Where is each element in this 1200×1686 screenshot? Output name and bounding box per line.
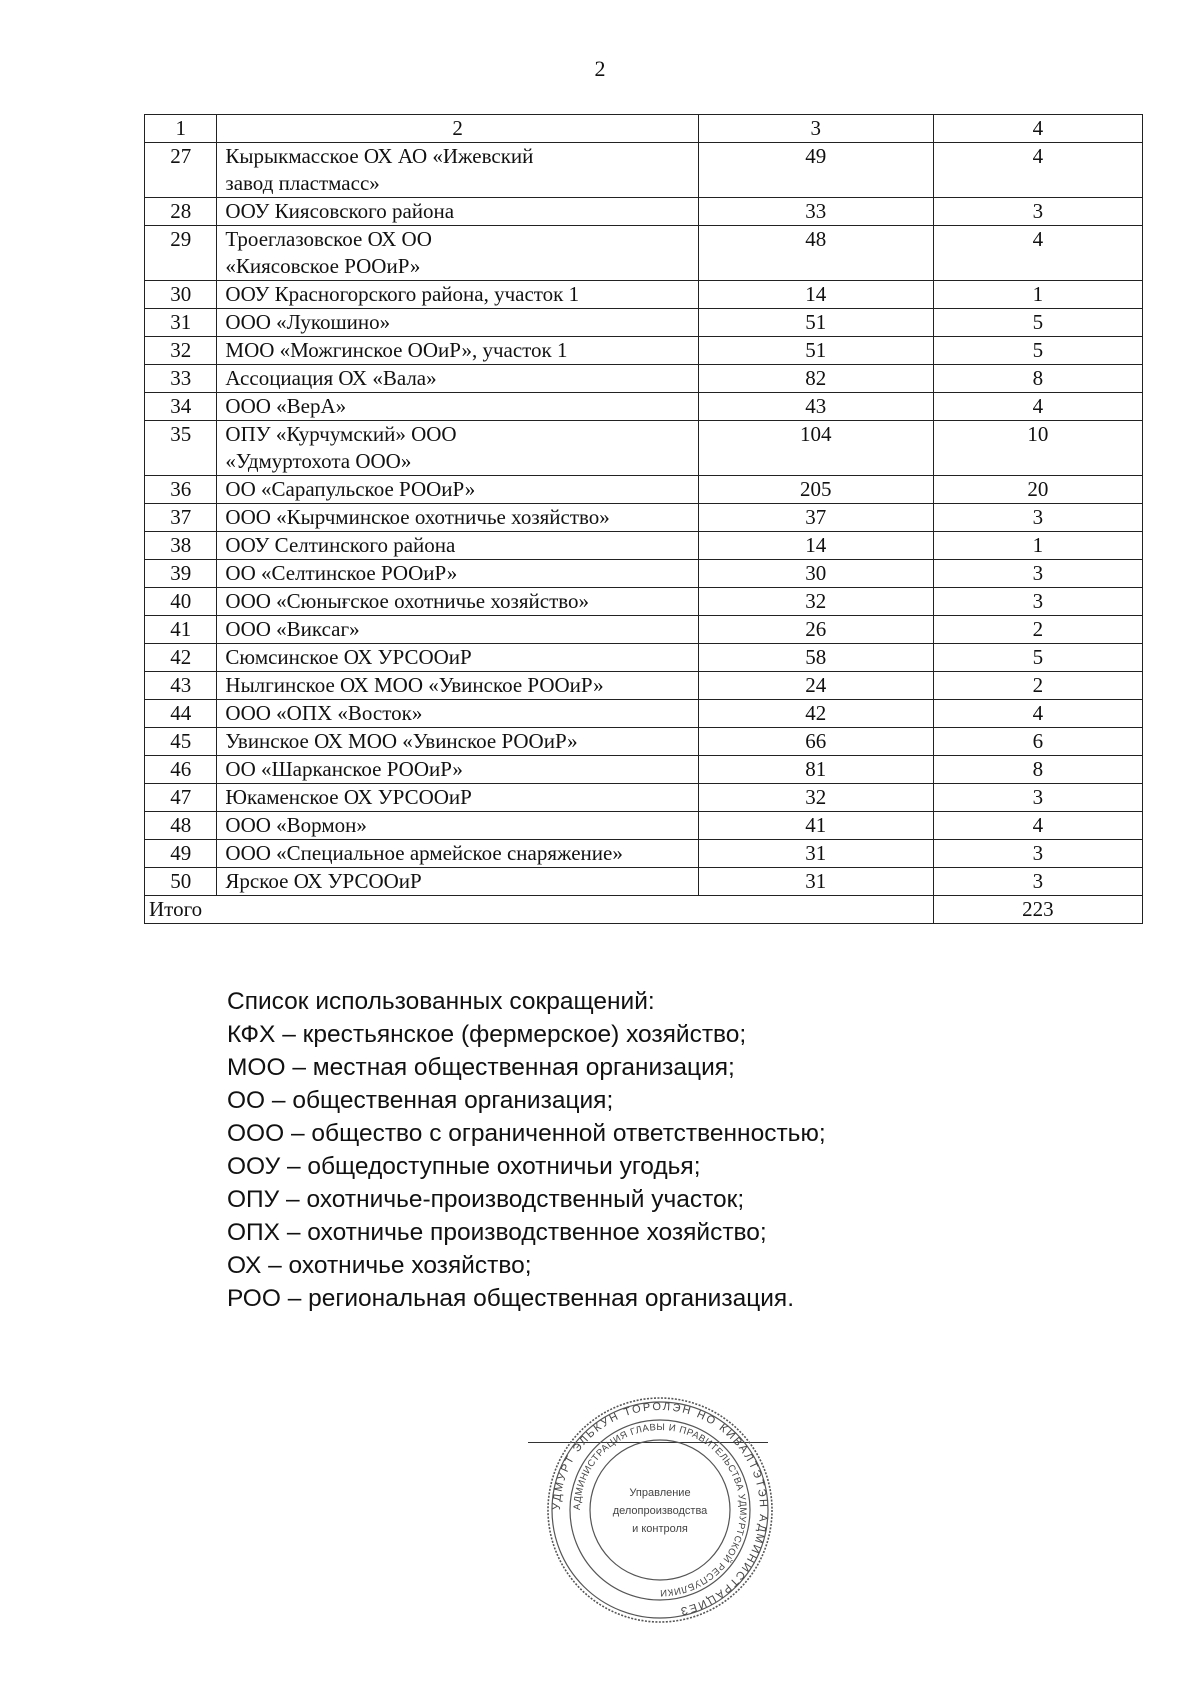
table-row (145, 840, 1143, 868)
column-3-value-cell: 66 (698, 728, 933, 756)
organization-name-line: ООО «Специальное армейское снаряжение» (225, 841, 623, 865)
table-row (145, 532, 1143, 560)
column-3-value-cell: 30 (698, 560, 933, 588)
column-3-value-cell: 81 (698, 756, 933, 784)
organization-name-line: ОО «Шарканское РООиР» (225, 757, 463, 781)
table-row (145, 868, 1143, 896)
organization-name-line: «Удмуртохота ООО» (225, 449, 412, 473)
column-3-value-cell: 37 (698, 504, 933, 532)
table-row (145, 365, 1143, 393)
abbreviation-item: ОПУ – охотничье-производственный участок; (227, 1186, 745, 1213)
table-row (145, 421, 1143, 476)
abbreviation-item: МОО – местная общественная организация; (227, 1054, 735, 1081)
column-4-value-cell: 4 (933, 226, 1142, 281)
organization-name-line: Ассоциация ОХ «Вала» (225, 366, 437, 390)
header-cell-3: 3 (698, 115, 933, 143)
organization-name-line: ООО «ОПХ «Восток» (225, 701, 423, 725)
column-4-value-cell: 3 (933, 588, 1142, 616)
allocation-table (144, 114, 1143, 924)
abbreviation-item: КФХ – крестьянское (фермерское) хозяйство; (227, 1021, 747, 1048)
table-row (145, 588, 1143, 616)
column-4-value-cell: 5 (933, 644, 1142, 672)
column-3-value-cell: 24 (698, 672, 933, 700)
organization-name-line: Нылгинское ОХ МОО «Увинское РООиР» (225, 673, 604, 697)
organization-name-cell (217, 143, 698, 198)
row-number-cell: 48 (145, 812, 217, 840)
seal-center-line: делопроизводства (612, 1505, 708, 1517)
organization-name-cell (217, 784, 698, 812)
column-4-value-cell: 3 (933, 198, 1142, 226)
seal-center-line: Управление (629, 1487, 691, 1499)
column-3-value-cell: 58 (698, 644, 933, 672)
column-3-value-cell: 41 (698, 812, 933, 840)
column-4-value-cell: 6 (933, 728, 1142, 756)
column-3-value-cell: 14 (698, 532, 933, 560)
row-number-cell: 43 (145, 672, 217, 700)
total-label-cell: Итого (145, 896, 934, 924)
row-number-cell: 32 (145, 337, 217, 365)
column-4-value-cell: 2 (933, 672, 1142, 700)
table-row (145, 672, 1143, 700)
abbreviations-list (227, 985, 826, 1315)
column-3-value-cell: 51 (698, 309, 933, 337)
row-number-cell: 49 (145, 840, 217, 868)
organization-name-line: ООО «Виксаг» (225, 617, 360, 641)
table-row (145, 756, 1143, 784)
row-number-cell: 41 (145, 616, 217, 644)
row-number-cell: 50 (145, 868, 217, 896)
column-3-value-cell: 33 (698, 198, 933, 226)
column-4-value-cell: 3 (933, 560, 1142, 588)
column-4-value-cell: 3 (933, 840, 1142, 868)
table-row (145, 226, 1143, 281)
table-row (145, 784, 1143, 812)
header-cell-1: 1 (145, 115, 217, 143)
organization-name-cell (217, 365, 698, 393)
column-4-value-cell: 4 (933, 393, 1142, 421)
organization-name-line: ОПУ «Курчумский» ООО (225, 422, 457, 446)
organization-name-cell (217, 868, 698, 896)
row-number-cell: 39 (145, 560, 217, 588)
row-number-cell: 30 (145, 281, 217, 309)
abbreviation-item: ОПХ – охотничье производственное хозяйство; (227, 1219, 767, 1246)
seal-inner-text: АДМИНИСТРАЦИЯ ГЛАВЫ И ПРАВИТЕЛЬСТВА УДМУРТСКОЙ РЕСПУБЛИКИ (571, 1421, 749, 1599)
column-3-value-cell: 42 (698, 700, 933, 728)
column-3-value-cell: 31 (698, 868, 933, 896)
row-number-cell: 37 (145, 504, 217, 532)
column-4-value-cell: 1 (933, 532, 1142, 560)
column-4-value-cell: 3 (933, 504, 1142, 532)
row-number-cell: 28 (145, 198, 217, 226)
column-3-value-cell: 51 (698, 337, 933, 365)
organization-name-line: Троеглазовское ОХ ОО (225, 227, 432, 251)
row-number-cell: 29 (145, 226, 217, 281)
organization-name-cell (217, 616, 698, 644)
header-cell-4: 4 (933, 115, 1142, 143)
table-row (145, 337, 1143, 365)
organization-name-cell (217, 532, 698, 560)
organization-name-line: ООО «ВерА» (225, 394, 347, 418)
row-number-cell: 46 (145, 756, 217, 784)
column-4-value-cell: 5 (933, 309, 1142, 337)
table-header-row (145, 115, 1143, 143)
organization-name-cell (217, 840, 698, 868)
column-3-value-cell: 43 (698, 393, 933, 421)
column-3-value-cell: 104 (698, 421, 933, 476)
organization-name-line: ООО «Сюнығское охотничье хозяйство» (225, 589, 590, 613)
row-number-cell: 27 (145, 143, 217, 198)
column-3-value-cell: 49 (698, 143, 933, 198)
organization-name-cell (217, 421, 698, 476)
organization-name-cell (217, 504, 698, 532)
organization-name-cell (217, 337, 698, 365)
table-row (145, 309, 1143, 337)
column-3-value-cell: 32 (698, 784, 933, 812)
table-row (145, 393, 1143, 421)
column-4-value-cell: 3 (933, 784, 1142, 812)
column-4-value-cell: 20 (933, 476, 1142, 504)
table-row (145, 281, 1143, 309)
organization-name-line: ООУ Киясовского района (225, 199, 455, 223)
seal-outer-text: УДМУРТ ЭЛЬКУН ТОРОЛЭН НО КИВАЛТЭТЭН АДМИНИСТРАЦИЕЗ (550, 1400, 770, 1618)
official-seal (540, 1390, 780, 1630)
row-number-cell: 35 (145, 421, 217, 476)
row-number-cell: 47 (145, 784, 217, 812)
column-3-value-cell: 14 (698, 281, 933, 309)
column-3-value-cell: 82 (698, 365, 933, 393)
table-body (145, 115, 1143, 924)
total-row (145, 896, 1143, 924)
column-4-value-cell: 8 (933, 756, 1142, 784)
organization-name-cell (217, 644, 698, 672)
seal-graphic (540, 1390, 780, 1630)
row-number-cell: 45 (145, 728, 217, 756)
organization-name-line: ООУ Селтинского района (225, 533, 456, 557)
column-3-value-cell: 48 (698, 226, 933, 281)
organization-name-cell (217, 588, 698, 616)
organization-name-line: Сюмсинское ОХ УРСООиР (225, 645, 472, 669)
organization-name-cell (217, 700, 698, 728)
table-row (145, 644, 1143, 672)
abbreviation-item: ООО – общество с ограниченной ответственностью; (227, 1120, 826, 1147)
total-value-cell: 223 (933, 896, 1142, 924)
row-number-cell: 34 (145, 393, 217, 421)
organization-name-line: Увинское ОХ МОО «Увинское РООиР» (225, 729, 578, 753)
table-row (145, 728, 1143, 756)
column-3-value-cell: 205 (698, 476, 933, 504)
column-4-value-cell: 4 (933, 700, 1142, 728)
organization-name-cell (217, 560, 698, 588)
column-4-value-cell: 5 (933, 337, 1142, 365)
column-4-value-cell: 10 (933, 421, 1142, 476)
table-row (145, 143, 1143, 198)
column-4-value-cell: 1 (933, 281, 1142, 309)
organization-name-cell (217, 728, 698, 756)
row-number-cell: 42 (145, 644, 217, 672)
table-row (145, 476, 1143, 504)
abbreviations-title: Список использованных сокращений: (227, 988, 655, 1015)
table-row (145, 198, 1143, 226)
organization-name-cell (217, 198, 698, 226)
organization-name-line: ОО «Селтинское РООиР» (225, 561, 458, 585)
row-number-cell: 44 (145, 700, 217, 728)
table-row (145, 616, 1143, 644)
organization-name-line: ООУ Красногорского района, участок 1 (225, 282, 580, 306)
organization-name-line: Юкаменское ОХ УРСООиР (225, 785, 472, 809)
column-4-value-cell: 4 (933, 812, 1142, 840)
organization-name-line: ООО «Вормон» (225, 813, 367, 837)
page-number: 2 (594, 56, 606, 81)
row-number-cell: 40 (145, 588, 217, 616)
organization-name-line: Кырыкмасское ОХ АО «Ижевский (225, 144, 534, 168)
row-number-cell: 36 (145, 476, 217, 504)
organization-name-line: Ярское ОХ УРСООиР (225, 869, 422, 893)
column-3-value-cell: 32 (698, 588, 933, 616)
table-row (145, 560, 1143, 588)
organization-name-line: «Киясовское РООиР» (225, 254, 421, 278)
abbreviation-item: РОО – региональная общественная организация. (227, 1285, 795, 1312)
organization-name-cell (217, 226, 698, 281)
header-cell-2: 2 (217, 115, 698, 143)
organization-name-cell (217, 476, 698, 504)
abbreviation-item: ОХ – охотничье хозяйство; (227, 1252, 532, 1279)
row-number-cell: 38 (145, 532, 217, 560)
column-3-value-cell: 31 (698, 840, 933, 868)
organization-name-cell (217, 812, 698, 840)
column-4-value-cell: 3 (933, 868, 1142, 896)
organization-name-line: ООО «Лукошино» (225, 310, 391, 334)
table-row (145, 700, 1143, 728)
column-4-value-cell: 8 (933, 365, 1142, 393)
row-number-cell: 33 (145, 365, 217, 393)
organization-name-cell (217, 672, 698, 700)
organization-name-cell (217, 281, 698, 309)
row-number-cell: 31 (145, 309, 217, 337)
organization-name-line: ОО «Сарапульское РООиР» (225, 477, 476, 501)
organization-name-line: ООО «Кырчминское охотничье хозяйство» (225, 505, 610, 529)
table-row (145, 504, 1143, 532)
organization-name-cell (217, 756, 698, 784)
organization-name-cell (217, 393, 698, 421)
organization-name-line: завод пластмасс» (225, 171, 380, 195)
abbreviation-item: ООУ – общедоступные охотничьи угодья; (227, 1153, 701, 1180)
organization-name-cell (217, 309, 698, 337)
column-3-value-cell: 26 (698, 616, 933, 644)
seal-center-line: и контроля (632, 1523, 688, 1535)
column-4-value-cell: 4 (933, 143, 1142, 198)
organization-name-line: МОО «Можгинское ООиР», участок 1 (225, 338, 568, 362)
abbreviation-item: ОО – общественная организация; (227, 1087, 614, 1114)
column-4-value-cell: 2 (933, 616, 1142, 644)
table-row (145, 812, 1143, 840)
